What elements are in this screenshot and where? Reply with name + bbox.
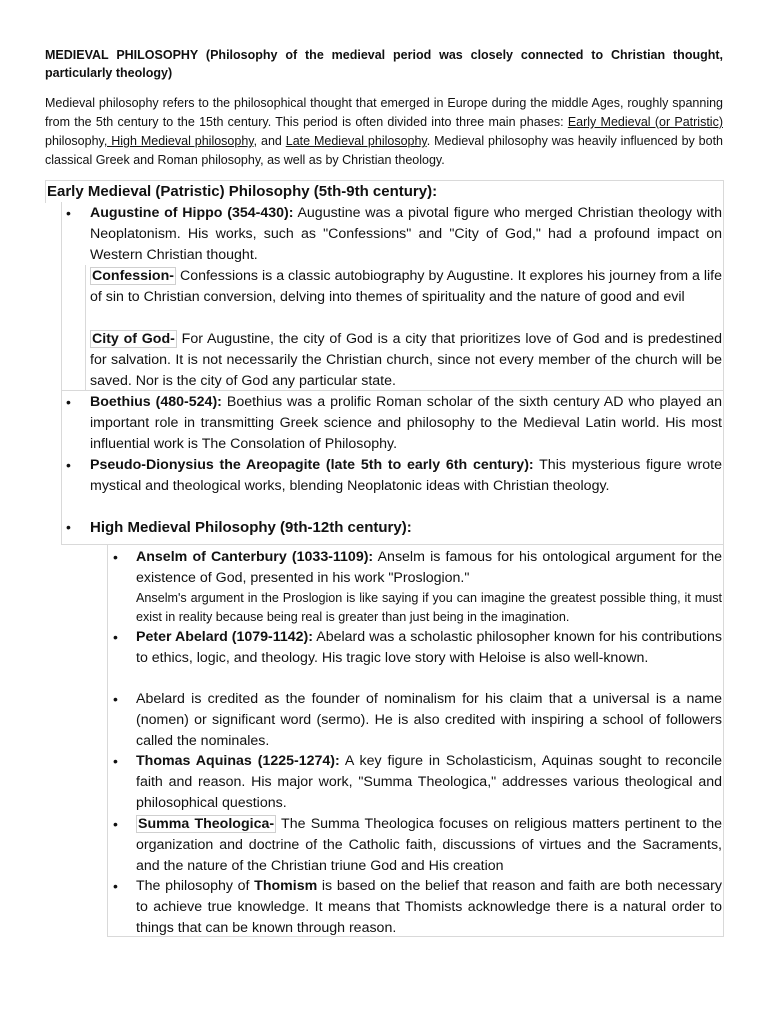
- thomism-item: [136, 876, 722, 939]
- box-divider: [85, 265, 86, 390]
- phase-late-link: Late Medieval philosophy: [285, 134, 427, 148]
- summa-text: The Summa Theologica focuses on religious matters pertinent to the organization and doctrine of the Catholic faith, discussions of virtues and the Sacraments, and the nature of the Christian triune God and His creation: [136, 816, 722, 874]
- bullet-icon: •: [66, 457, 71, 473]
- abelard-name: Peter Abelard (1079-1142):: [136, 629, 314, 645]
- title-text: MEDIEVAL PHILOSOPHY (Philosophy of the medieval period was closely connected to Christian thought, particularly theology): [45, 48, 723, 80]
- phase-early-link: Early Medieval (or Patristic): [567, 115, 723, 129]
- bullet-icon: •: [113, 753, 118, 769]
- bullet-icon: •: [113, 878, 118, 894]
- abelard-text: Abelard was a scholastic philosopher known for his contributions to ethics, logic, and theology. His tragic love story with Heloise is also well-known.: [136, 629, 722, 666]
- aquinas-name: Thomas Aquinas (1225-1274):: [136, 753, 340, 769]
- pseudo-dionysius-text: This mysterious figure wrote mystical and theological works, blending Neoplatonic ideas with Christian theology.: [90, 457, 722, 494]
- thomism-pre: The philosophy of: [136, 878, 255, 894]
- confession-label: Confession-: [92, 268, 174, 284]
- pseudo-dionysius-name: Pseudo-Dionysius the Areopagite (late 5th to early 6th century):: [90, 457, 534, 473]
- augustine-name: Augustine of Hippo (354-430):: [90, 205, 294, 221]
- aquinas-item: [136, 751, 722, 814]
- anselm-name: Anselm of Canterbury (1033-1109):: [136, 549, 374, 565]
- high-medieval-heading-text: High Medieval Philosophy (9th-12th century):: [90, 519, 412, 536]
- thomism-name: Thomism: [254, 878, 318, 894]
- pseudo-dionysius-item: [90, 455, 722, 497]
- confession-text: Confessions is a classic autobiography by Augustine. It explores his journey from a life of sin to Christian conversion, delving into themes of spirituality and the nature of good and evil: [90, 268, 722, 305]
- bullet-icon: •: [113, 691, 118, 707]
- early-medieval-heading: Early Medieval (Patristic) Philosophy (5th-9th century):: [45, 180, 724, 203]
- nominalism-text: Abelard is credited as the founder of nominalism for his claim that a universal is a name (nomen) or significant word (sermo). He is also credited with inspiring a school of followers called the nominales.: [136, 691, 722, 749]
- city-of-god-text: For Augustine, the city of God is a city that prioritizes love of God and is predestined for salvation. It is not necessarily the Christian church, since not every member of the church will be saved. Nor is the city of God any particular state.: [90, 331, 723, 389]
- nominalism-item: [136, 689, 722, 752]
- augustine-text: Augustine was a pivotal figure who merged Christian theology with Neoplatonism. His works, such as "Confessions" and "City of God," had a profound impact on Western Christian thought.: [90, 205, 722, 263]
- intro-text-a: Medieval philosophy refers to the philosophical thought that emerged in Europe during the middle Ages, roughly spanning from the 5th century to the 15th century. This period is often divided into three main phases:: [45, 96, 723, 129]
- anselm-note: Anselm's argument in the Proslogion is like saying if you can imagine the greatest possible thing, it must exist in reality because being real is greater than just being in the imagination.: [136, 591, 722, 624]
- phase-high-link: , High Medieval philosophy: [103, 134, 254, 148]
- high-medieval-heading: [90, 517, 722, 538]
- augustine-item: [90, 203, 722, 266]
- bullet-icon: •: [66, 519, 71, 535]
- boethius-name: Boethius (480-524):: [90, 394, 222, 410]
- intro-text-b: philosophy: [45, 134, 104, 148]
- summa-item: [136, 814, 722, 877]
- bullet-icon: •: [66, 205, 71, 221]
- intro-text-c: , and: [253, 134, 286, 148]
- thomism-text: is based on the belief that reason and faith are both necessary to achieve true knowledge. It means that Thomists acknowledge there is a natural order to things that can be known through reason.: [136, 878, 722, 936]
- intro-paragraph: [45, 94, 723, 170]
- document-title: [45, 46, 723, 82]
- summa-label: Summa Theologica-: [138, 816, 275, 832]
- intro-text-d: . Medieval philosophy was heavily influenced by both classical Greek and Roman philosophy, as well as by Christian theology.: [45, 134, 723, 167]
- anselm-text: Anselm is famous for his ontological argument for the existence of God, presented in his work "Proslogion.": [136, 549, 723, 586]
- bullet-icon: •: [113, 549, 118, 565]
- bullet-icon: •: [113, 629, 118, 645]
- confession-item: [90, 266, 722, 308]
- bullet-icon: •: [113, 816, 118, 832]
- abelard-item: [136, 627, 722, 669]
- city-of-god-item: [90, 329, 722, 392]
- city-of-god-label: City of God-: [92, 331, 175, 347]
- bullet-icon: •: [66, 394, 71, 410]
- anselm-item: [136, 547, 722, 627]
- boethius-text: Boethius was a prolific Roman scholar of the sixth century AD who played an important role in transmitting Greek science and philosophy to the Medieval Latin world. His most influential work is The Consolation of Philosophy.: [90, 394, 723, 452]
- boethius-item: [90, 392, 722, 455]
- aquinas-text: A key figure in Scholasticism, Aquinas sought to reconcile faith and reason. His major work, "Summa Theologica," addresses various theological and philosophical questions.: [136, 753, 723, 811]
